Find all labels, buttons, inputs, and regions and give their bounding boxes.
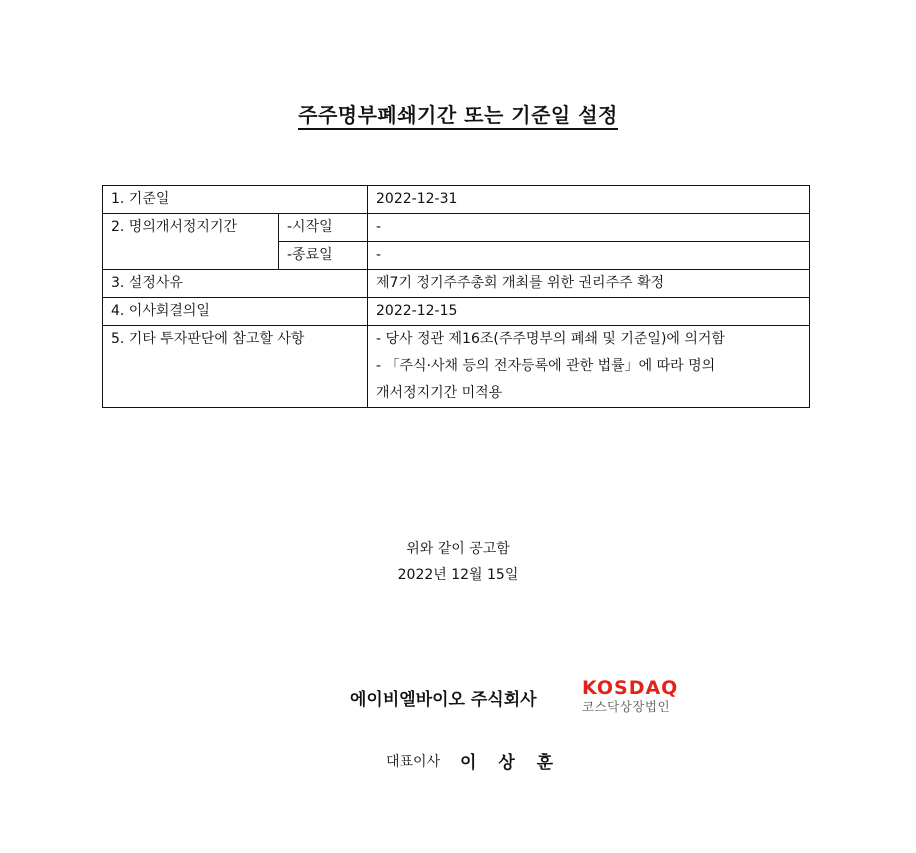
ceo-name: 이 상 훈 xyxy=(460,753,562,773)
ceo-title: 대표이사 xyxy=(386,754,441,770)
document-title-text: 주주명부폐쇄기간 또는 기준일 설정 xyxy=(298,103,618,130)
record-date-label: 1. 기준일 xyxy=(103,186,368,214)
other-matters-line-1: - 당사 정관 제16조(주주명부의 폐쇄 및 기준일)에 의거함 xyxy=(376,331,725,347)
board-resolution-label: 4. 이사회결의일 xyxy=(103,298,368,326)
transfer-suspension-label: 2. 명의개서정지기간 xyxy=(103,214,279,270)
start-date-value: - xyxy=(368,214,810,242)
board-resolution-value: 2022-12-15 xyxy=(368,298,810,326)
closing-statement: 위와 같이 공고함 xyxy=(406,541,510,557)
kosdaq-logo-subtext: 코스닥상장법인 xyxy=(582,699,671,714)
end-date-value: - xyxy=(368,242,810,270)
end-date-label: -종료일 xyxy=(279,242,368,270)
reason-value: 제7기 정기주주총회 개최를 위한 권리주주 확정 xyxy=(368,270,810,298)
kosdaq-logo-text: KOSDAQ xyxy=(582,677,679,699)
notice-table xyxy=(102,185,810,408)
table-row xyxy=(103,186,810,214)
other-matters-line-3: 개서정지기간 미적용 xyxy=(376,385,503,401)
kosdaq-logo xyxy=(582,678,678,714)
table-row xyxy=(103,326,810,408)
other-matters-label: 5. 기타 투자판단에 참고할 사항 xyxy=(103,326,368,408)
other-matters-value xyxy=(368,326,810,408)
table-row xyxy=(103,270,810,298)
other-matters-line-2: - 「주식·사채 등의 전자등록에 관한 법률」에 따라 명의 xyxy=(376,358,716,374)
company-name: 에이비엘바이오 주식회사 xyxy=(350,690,537,710)
table-row xyxy=(103,298,810,326)
reason-label: 3. 설정사유 xyxy=(103,270,368,298)
start-date-label: -시작일 xyxy=(279,214,368,242)
table-row xyxy=(103,214,810,242)
record-date-value: 2022-12-31 xyxy=(368,186,810,214)
notice-date: 2022년 12월 15일 xyxy=(397,567,519,583)
document-title xyxy=(0,99,916,128)
